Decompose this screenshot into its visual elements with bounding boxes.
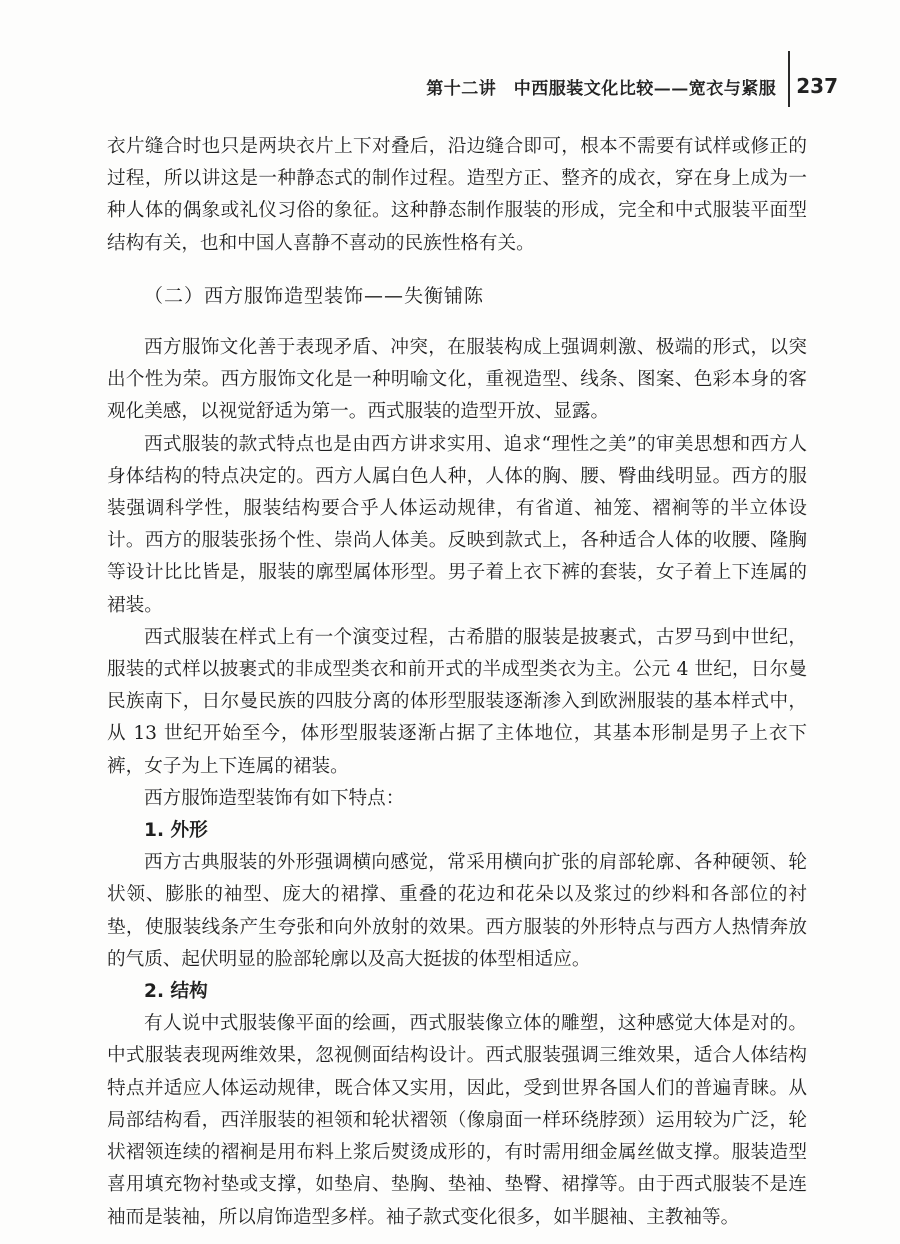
chapter-title: 第十二讲 中西服装文化比较——宽衣与紧服 — [426, 78, 777, 99]
subheading-shape: 1. 外形 — [144, 820, 208, 842]
paragraph: 西方古典服装的外形强调横向感觉，常采用横向扩张的肩部轮廓、各种硬领、轮状领、膨胀的袖型、庞大的裙撑、重叠的花边和花朵以及浆过的纱料和各部位的衬垫，使服装线条产生夸张和向外放射的效果。西方服装的外形特点与西方人热情奔放的气质、起伏明显的脸部轮廓以及高大挺拔的体型相适应。 — [107, 852, 807, 970]
running-header — [426, 68, 838, 104]
paragraph: 西式服装的款式特点也是由西方讲求实用、追求“理性之美”的审美思想和西方人身体结构的特点决定的。西方人属白色人种，人体的胸、腰、臀曲线明显。西方的服装强调科学性，服装结构要合乎人体运动规律，有省道、袖笼、褶裥等的半立体设计。西方的服装张扬个性、崇尚人体美。反映到款式上，各种适合人体的收腰、隆胸等设计比比皆是，服装的廓型属体形型。男子着上衣下裤的套装，女子着上下连属的裙装。 — [107, 433, 807, 616]
paragraph: 西方服饰文化善于表现矛盾、冲突，在服装构成上强调刺激、极端的形式，以突出个性为荣。西方服饰文化是一种明喻文化，重视造型、线条、图案、色彩本身的客观化美感，以视觉舒适为第一。西式服装的造型开放、显露。 — [107, 337, 807, 423]
section-spacer — [107, 318, 807, 332]
subheading-structure: 2. 结构 — [144, 981, 208, 1003]
section-heading: （二）西方服饰造型装饰——失衡铺陈 — [144, 284, 485, 307]
page-number: 237 — [796, 74, 838, 98]
paragraph: 西方服饰造型装饰有如下特点： — [144, 787, 405, 809]
paragraph-continued: 衣片缝合时也只是两块衣片上下对叠后，沿边缝合即可，根本不需要有试样或修正的过程，所以讲这是一种静态式的制作过程。造型方正、整齐的成衣，穿在身上成为一种人体的偶象或礼仪习俗的象征。这种静态制作服装的形成，完全和中式服装平面型结构有关，也和中国人喜静不喜动的民族性格有关。 — [107, 136, 807, 254]
section-spacer — [107, 260, 807, 274]
paragraph: 西式服装在样式上有一个演变过程，古希腊的服装是披裹式，古罗马到中世纪，服装的式样以披裹式的非成型类衣和前开式的半成型类衣为主。公元 4 世纪，日尔曼民族南下，日尔曼民族的四肢分离的体形型服装逐渐渗入到欧洲服装的基本样式中，从 13 世纪开始至今，体形型服装逐渐占据了主体地位，其基本形制是男子上衣下裤，女子为上下连属的裙装。 — [107, 626, 807, 777]
paragraph: 有人说中式服装像平面的绘画，西式服装像立体的雕塑，这种感觉大体是对的。中式服装表现两维效果，忽视侧面结构设计。西式服装强调三维效果，适合人体结构特点并适应人体运动规律，既合体又实用，因此，受到世界各国人们的普遍青睐。从局部结构看，西洋服装的袒领和轮状褶领（像扇面一样环绕脖颈）运用较为广泛，轮状褶领连续的褶裥是用布料上浆后熨烫成形的，有时需用细金属丝做支撑。服装造型喜用填充物衬垫或支撑，如垫肩、垫胸、垫袖、垫臀、裙撑等。由于西式服装不是连袖而是装袖，所以肩饰造型多样。袖子款式变化很多，如半腿袖、主教袖等。 — [107, 1013, 807, 1228]
body-text — [107, 131, 807, 1234]
